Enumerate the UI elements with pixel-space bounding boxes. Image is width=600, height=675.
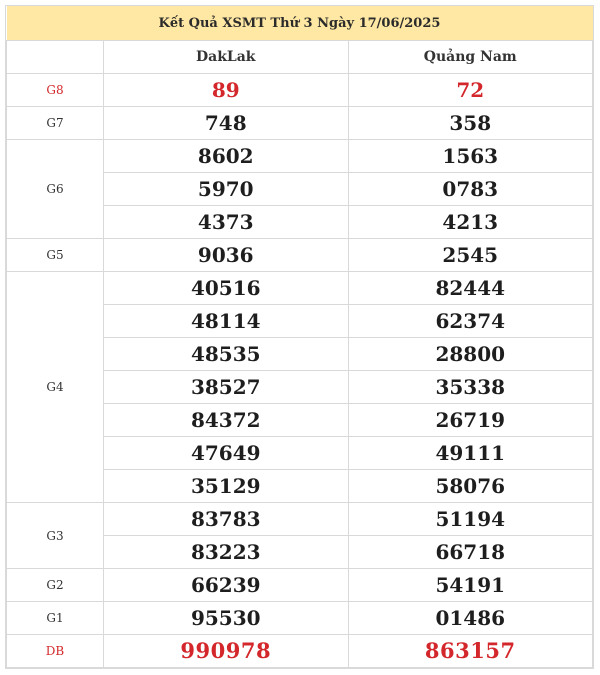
result-number-daklak: 990978 (104, 635, 349, 668)
result-number-daklak: 4373 (104, 206, 349, 239)
result-number-quang-nam: 2545 (348, 239, 593, 272)
result-number-quang-nam: 863157 (348, 635, 593, 668)
result-number-quang-nam: 0783 (348, 173, 593, 206)
result-number-daklak: 38527 (104, 371, 349, 404)
province-header-row (7, 41, 593, 74)
result-number-daklak: 47649 (104, 437, 349, 470)
result-number-daklak: 40516 (104, 272, 349, 305)
result-number-daklak: 5970 (104, 173, 349, 206)
result-number-daklak: 35129 (104, 470, 349, 503)
result-number-daklak: 84372 (104, 404, 349, 437)
result-number-daklak: 83783 (104, 503, 349, 536)
table-row (7, 503, 593, 536)
result-number-daklak: 89 (104, 74, 349, 107)
result-number-quang-nam: 28800 (348, 338, 593, 371)
result-number-quang-nam: 72 (348, 74, 593, 107)
result-number-quang-nam: 49111 (348, 437, 593, 470)
table-row (7, 239, 593, 272)
prize-label-g4: G4 (7, 272, 104, 503)
result-number-quang-nam: 26719 (348, 404, 593, 437)
lottery-results-table (6, 6, 593, 668)
result-number-daklak: 8602 (104, 140, 349, 173)
result-number-quang-nam: 35338 (348, 371, 593, 404)
result-number-quang-nam: 4213 (348, 206, 593, 239)
table-row (7, 602, 593, 635)
table-row (7, 140, 593, 173)
table-title: Kết Quả XSMT Thứ 3 Ngày 17/06/2025 (7, 6, 593, 41)
results-table-container (5, 5, 594, 669)
result-number-daklak: 48535 (104, 338, 349, 371)
province-name-quang-nam: Quảng Nam (348, 41, 593, 74)
table-row (7, 272, 593, 305)
result-number-daklak: 9036 (104, 239, 349, 272)
prize-label-g1: G1 (7, 602, 104, 635)
province-name-daklak: DakLak (104, 41, 349, 74)
table-row (7, 74, 593, 107)
result-number-quang-nam: 358 (348, 107, 593, 140)
result-number-quang-nam: 66718 (348, 536, 593, 569)
result-number-quang-nam: 54191 (348, 569, 593, 602)
result-number-daklak: 48114 (104, 305, 349, 338)
result-number-quang-nam: 58076 (348, 470, 593, 503)
result-number-daklak: 66239 (104, 569, 349, 602)
table-row (7, 107, 593, 140)
prize-label-g5: G5 (7, 239, 104, 272)
table-row (7, 635, 593, 668)
result-number-daklak: 95530 (104, 602, 349, 635)
result-number-daklak: 83223 (104, 536, 349, 569)
prize-label-g3: G3 (7, 503, 104, 569)
result-number-quang-nam: 51194 (348, 503, 593, 536)
results-body (7, 74, 593, 668)
prize-label-g7: G7 (7, 107, 104, 140)
result-number-quang-nam: 62374 (348, 305, 593, 338)
table-row (7, 569, 593, 602)
prize-label-g2: G2 (7, 569, 104, 602)
result-number-daklak: 748 (104, 107, 349, 140)
result-number-quang-nam: 01486 (348, 602, 593, 635)
result-number-quang-nam: 82444 (348, 272, 593, 305)
prize-label-g8: G8 (7, 74, 104, 107)
result-number-quang-nam: 1563 (348, 140, 593, 173)
prize-header-cell (7, 41, 104, 74)
prize-label-g6: G6 (7, 140, 104, 239)
prize-label-db: DB (7, 635, 104, 668)
